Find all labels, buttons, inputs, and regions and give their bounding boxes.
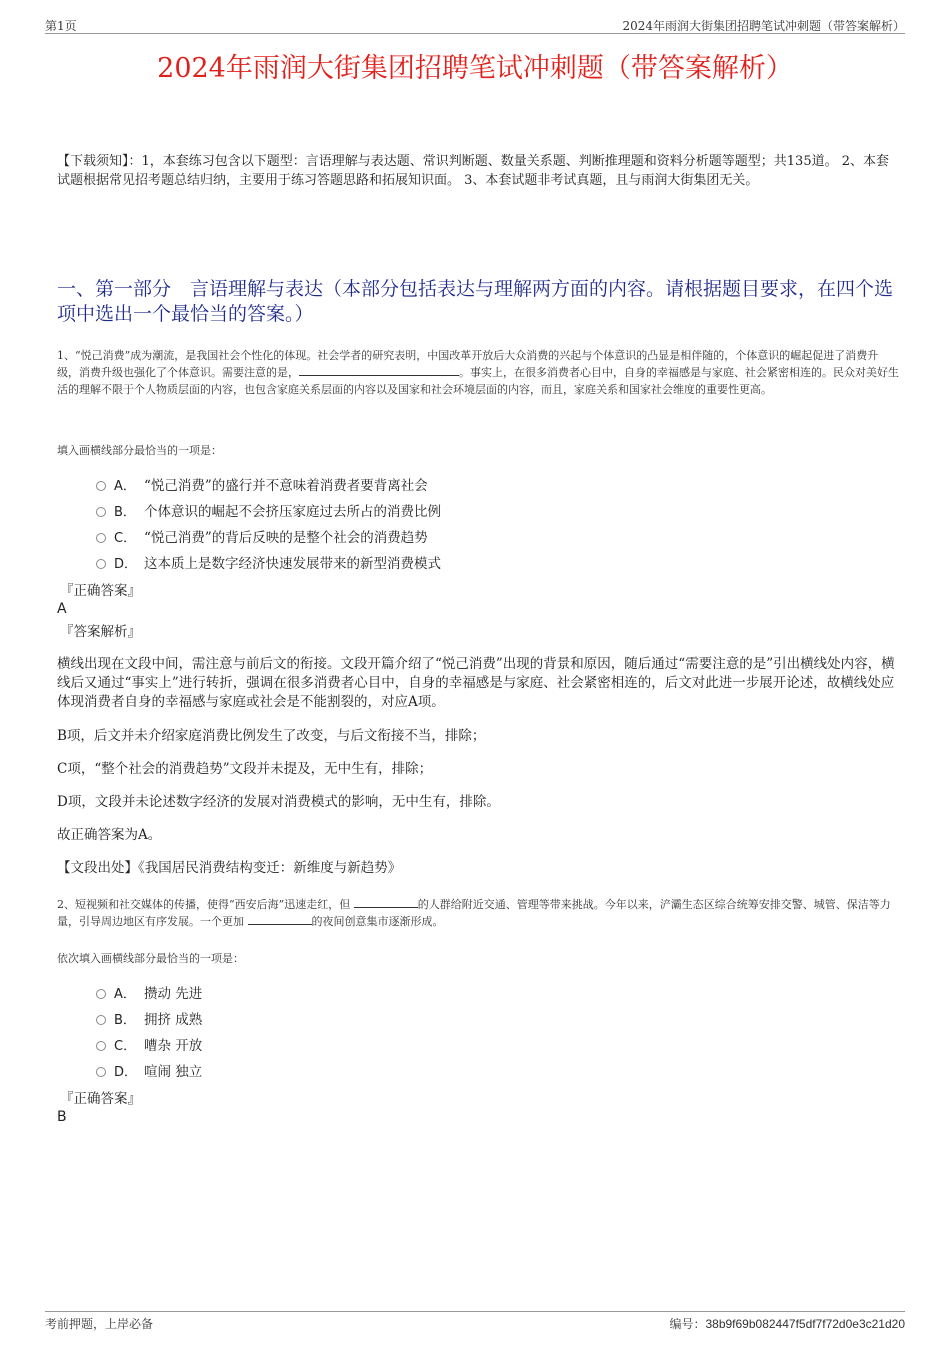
question-2-stem-part-a: 2、短视频和社交媒体的传播，使得“西安后海”迅速走红，但 — [57, 898, 354, 911]
fill-blank — [354, 896, 418, 908]
answer-label: 『正确答案』 — [60, 1091, 141, 1107]
option-text: 这本质上是数字经济快速发展带来的新型消费模式 — [144, 556, 441, 572]
question-2-stem-part-c: 的夜间创意集市逐渐形成。 — [311, 915, 444, 928]
page-title: 2024年雨润大街集团招聘笔试冲刺题（带答案解析） — [157, 53, 793, 84]
analysis-paragraph: 故正确答案为A。 — [57, 827, 162, 843]
footer-code — [669, 1315, 905, 1332]
option-letter: B． — [114, 1013, 136, 1028]
question-1-option-b[interactable] — [96, 503, 441, 522]
option-letter: B． — [114, 505, 136, 520]
fill-blank — [248, 913, 312, 925]
option-text: 攒动 先进 — [144, 986, 203, 1002]
radio-icon[interactable] — [96, 1015, 106, 1025]
question-1-option-a[interactable] — [96, 477, 428, 496]
question-1-prompt: 填入画横线部分最恰当的一项是： — [57, 444, 222, 457]
question-1-option-c[interactable] — [96, 529, 428, 548]
answer-value: A — [57, 601, 67, 617]
analysis-paragraph: D项，文段并未论述数字经济的发展对消费模式的影响，无中生有，排除。 — [57, 794, 500, 810]
question-1-option-d[interactable] — [96, 555, 441, 574]
footer-code-label: 编号： — [669, 1317, 706, 1331]
page-number: 第1页 — [45, 19, 77, 33]
question-2-prompt: 依次填入画横线部分最恰当的一项是： — [57, 952, 244, 965]
header-doc-title: 2024年雨润大街集团招聘笔试冲刺题（带答案解析） — [622, 19, 905, 33]
analysis-label: 『答案解析』 — [60, 624, 141, 640]
question-2-option-a[interactable] — [96, 985, 202, 1004]
fill-blank — [299, 364, 459, 376]
radio-icon[interactable] — [96, 1067, 106, 1077]
section-heading: 一、第一部分 言语理解与表达（本部分包括表达与理解两方面的内容。请根据题目要求，在四个选项中选出一个最恰当的答案。） — [57, 278, 894, 325]
footer-slogan: 考前押题，上岸必备 — [45, 1317, 154, 1331]
question-2-stem — [57, 896, 900, 930]
option-text: 个体意识的崛起不会挤压家庭过去所占的消费比例 — [144, 504, 441, 520]
download-notice: 【下载须知】：1，本套练习包含以下题型：言语理解与表达题、常识判断题、数量关系题、判断推理题和资料分析题等题型；共135道。 2、本套试题根据常见招考题总结归纳，主要用于练习答题思路和拓展知识面。 3、本套试题非考试真题，且与雨润大街集团无关。 — [57, 154, 889, 188]
question-2-option-d[interactable] — [96, 1063, 202, 1082]
option-text: “悦己消费”的盛行并不意味着消费者要背离社会 — [144, 478, 428, 494]
option-letter: C． — [114, 531, 137, 546]
analysis-paragraph: 横线出现在文段中间，需注意与前后文的衔接。文段开篇介绍了“悦己消费”出现的背景和原因，随后通过“需要注意的是”引出横线处内容，横线后又通过“事实上”进行转折，强调在很多消费者心目中，自身的幸福感是与家庭、社会紧密相连的，后文对此进一步展开论述，故横线处应体现消费者自身的幸福感与家庭或社会是不能割裂的，对应A项。 — [57, 656, 895, 710]
option-text: “悦己消费”的背后反映的是整个社会的消费趋势 — [144, 530, 428, 546]
question-1-stem-part-a: 1、“悦己消费”成为潮流，是我国社会个性化的体现。社会学者的研究表明，中国改革开放后大众消费的兴起与个体意识的凸显是相伴随的，个体意识的崛起促进了消费升级，消费升级也强化了个体意识。需要注意的是， — [57, 349, 879, 379]
radio-icon[interactable] — [96, 507, 106, 517]
radio-icon[interactable] — [96, 481, 106, 491]
analysis-paragraph: C项，“整个社会的消费趋势”文段并未提及，无中生有，排除； — [57, 761, 433, 777]
radio-icon[interactable] — [96, 559, 106, 569]
footer-divider — [45, 1311, 905, 1312]
option-text: 嘈杂 开放 — [144, 1038, 203, 1054]
option-letter: A． — [114, 479, 136, 494]
footer-code-value: 38b9f69b082447f5df7f72d0e3c21d20 — [705, 1317, 905, 1331]
question-2-option-c[interactable] — [96, 1037, 202, 1056]
radio-icon[interactable] — [96, 533, 106, 543]
question-2-stem-part-b: 的人群给附近交通、管理等带来挑战。今年以来，浐灞生态区综合统筹安排交警、城管、保洁等力量，引导周边地区有序发展。一个更加 — [57, 898, 891, 928]
question-1-stem — [57, 347, 900, 398]
option-letter: D． — [114, 557, 138, 572]
header-divider — [45, 33, 905, 34]
question-2-option-b[interactable] — [96, 1011, 202, 1030]
option-text: 喧闹 独立 — [144, 1064, 203, 1080]
answer-value: B — [57, 1109, 67, 1125]
option-text: 拥挤 成熟 — [144, 1012, 203, 1028]
source-citation: 【文段出处】《我国居民消费结构变迁：新维度与新趋势》 — [57, 860, 402, 876]
question-1-stem-part-b: 。事实上，在很多消费者心目中，自身的幸福感是与家庭、社会紧密相连的。民众对美好生活的理解不限于个人物质层面的内容，也包含家庭关系层面的内容以及国家和社会环境层面的内容，而且，家庭关系和国家社会维度的重要性更高。 — [57, 366, 899, 396]
radio-icon[interactable] — [96, 1041, 106, 1051]
option-letter: C． — [114, 1039, 137, 1054]
analysis-paragraph: B项，后文并未介绍家庭消费比例发生了改变，与后文衔接不当，排除； — [57, 728, 486, 744]
radio-icon[interactable] — [96, 989, 106, 999]
option-letter: A． — [114, 987, 136, 1002]
option-letter: D． — [114, 1065, 138, 1080]
answer-label: 『正确答案』 — [60, 583, 141, 599]
